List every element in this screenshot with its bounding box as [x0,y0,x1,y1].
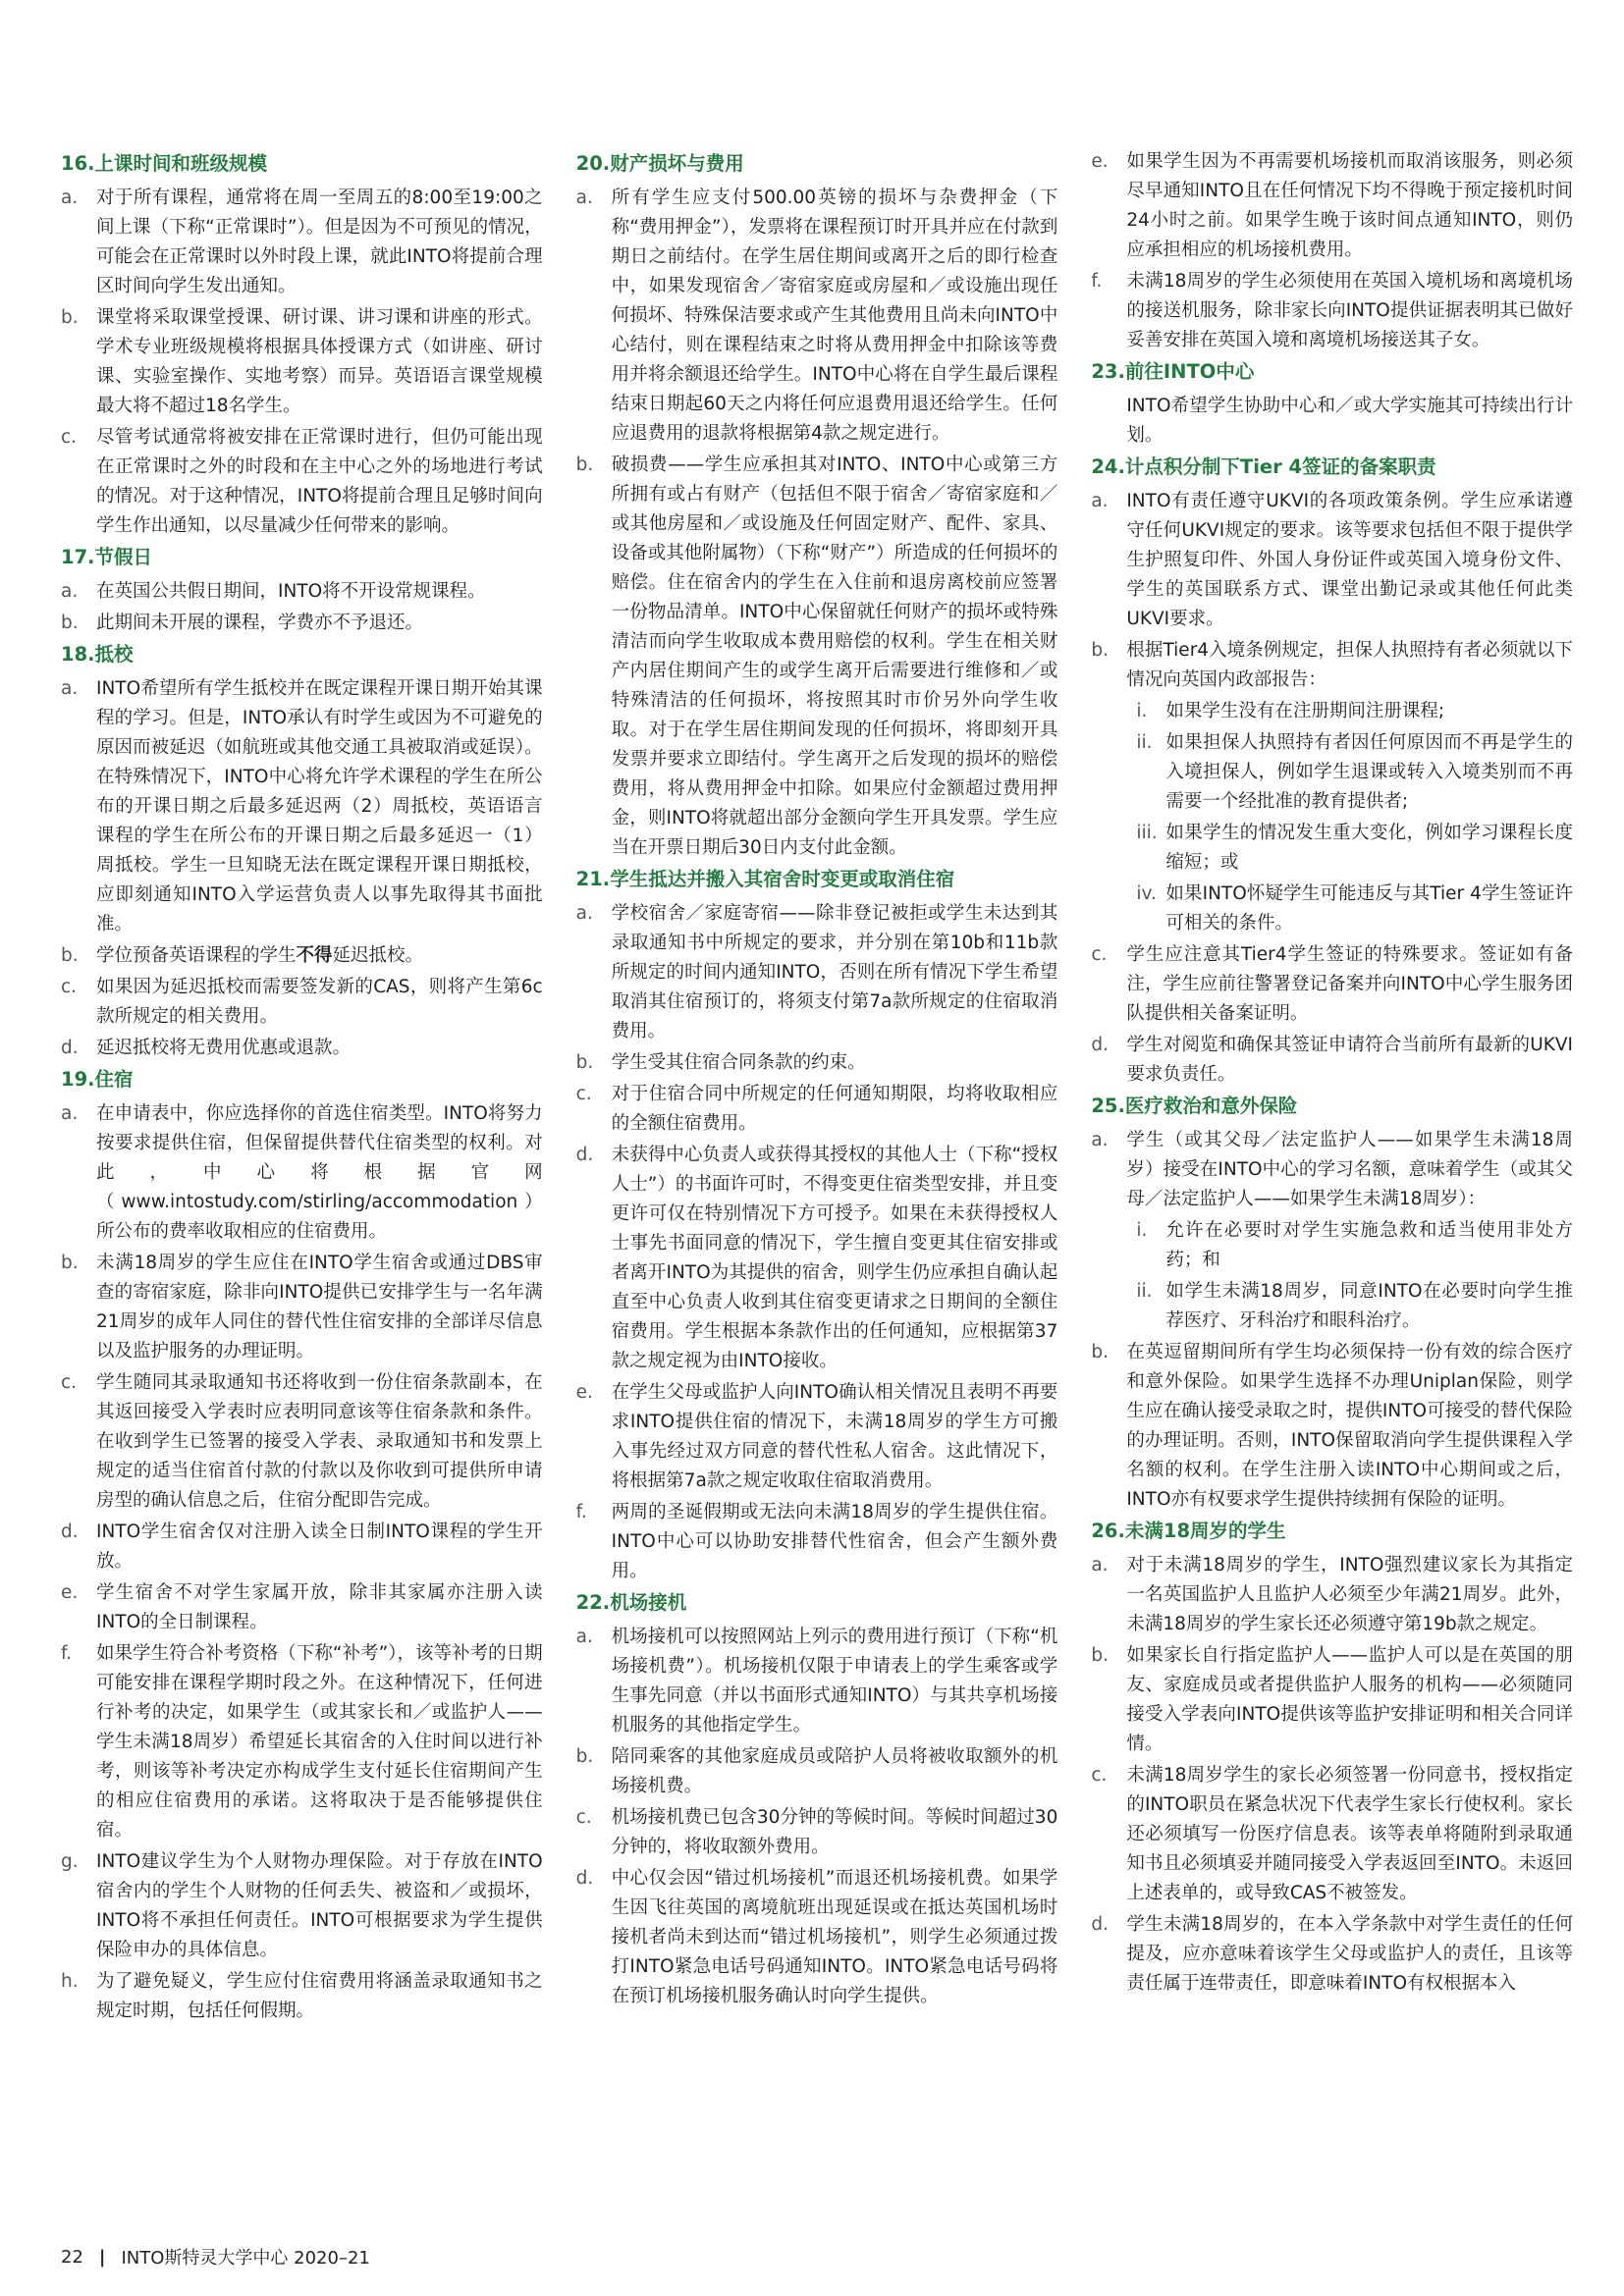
clause-text: INTO学生宿舍仅对注册入读全日制INTO课程的学生开放。 [96,1522,543,1572]
clause-item [1091,1338,1573,1515]
clause-label: a. [575,903,593,924]
clause-text: 对于所有课程，通常将在周一至周五的8:00至19:00之间上课（下称“正常课时”）。但是因为不可预见的情况，可能会在正常课时以外时段上课，就此INTO将提前合理区时间向学生发出通知。 [96,187,543,296]
clause-item [1091,1551,1573,1639]
clause-item [61,1847,543,1965]
clause-label: a. [61,1103,79,1124]
clause-label: d. [61,1038,79,1058]
clause-text: 破损费——学生应承担其对INTO、INTO中心或第三方所拥有或占有财产（包括但不限于宿舍／寄宿家庭和／或其他房屋和／或设施及任何固定财产、配件、家具、设备或其他附属物）（下称“财产”）所造成的任何损坏的赔偿。住在宿舍内的学生在入住前和退房离校前应签署一份物品清单。INTO中心保留就任何财产的损坏或特殊清洁而向学生收取成本费用赔偿的权利。学生在相关财产内居住期间产生的或学生离开后需要进行维修和／或特殊清洁的任何损坏，将按照其时市价另外向学生收取。对于在学生居住期间发现的任何损坏，将即刻开具发票并要求立即结付。学生离开之后发现的损坏的赔偿费用，将从费用押金中扣除。如果应付金额超过费用押金，则INTO将就超出部分金额向学生开具发票。学生应当在开票日期后30日内支付此金额。 [611,454,1058,858]
clause-item [1091,1761,1573,1908]
clause-text: 未满18周岁的学生必须使用在英国入境机场和离境机场的接送机服务，除非家长向INTO提供证据表明其已做好妥善安排在英国入境和离境机场接送其子女。 [1126,271,1574,350]
clause-text: 学生受其住宿合同条款的约束。 [611,1052,866,1073]
clause-text: 在申请表中，你应选择你的首选住宿类型。INTO将努力按要求提供住宿，但保留提供替代住宿类型的权利。对此，中心将根据官网（www.intostudy.com/stirling/accommodation）所公布的费率收取相应的住宿费用。 [96,1103,543,1242]
clause-text: 两周的圣诞假期或无法向未满18周岁的学生提供住宿。INTO中心可以协助安排替代性宿舍，但会产生额外费用。 [611,1502,1058,1581]
clause-item [1091,1126,1573,1214]
clause-text: 未满18周岁学生的家长必须签署一份同意书，授权指定的INTO职员在紧急状况下代表学生家长行使权利。家长还必须填写一份医疗信息表。该等表单将随附到录取通知书且必须填妥并随同接受入学表返回至INTO。未返回上述表单的，或导致CAS不被签发。 [1126,1765,1574,1903]
clause-label: b. [1091,1645,1109,1666]
section-heading: 22.机场接机 [575,1591,687,1614]
clause-label: c. [575,1084,592,1104]
clause-label: a. [1091,1130,1109,1150]
clause-text: INTO希望所有学生抵校并在既定课程开课日期开始其课程的学习。但是，INTO承认有时学生或因为不可避免的原因而被延迟（如航班或其他交通工具被取消或延误）。在特殊情况下，INTO中心将允许学术课程的学生在所公布的开课日期之后最多延迟两（2）周抵校，英语语言课程的学生在所公布的开课日期之后最多延迟一（1）周抵校。学生一旦知晓无法在既定课程开课日期抵校，应即刻通知INTO入学运营负责人以事先取得其书面批准。 [96,678,543,934]
clause-item [1091,940,1573,1029]
clause-text: 学生随同其录取通知书还将收到一份住宿条款副本，在其返回接受入学表时应表明同意该等住宿条款和条件。在收到学生已签署的接受入学表、录取通知书和发票上规定的适当住宿首付款的付款以及你收到可提供所申请房型的确认信息之后，住宿分配即告完成。 [96,1372,543,1511]
section-heading: 23.前往INTO中心 [1091,360,1255,383]
clause-label: c. [1091,1765,1108,1786]
clause-text: 学校宿舍／家庭寄宿——除非登记被拒或学生未达到其录取通知书中所规定的要求，并分别在第10b和11b款所规定的时间内通知INTO，否则在所有情况下学生希望取消其住宿预订的，将须支付第7a款所规定的住宿取消费用。 [611,903,1058,1041]
clause-item [576,1742,1058,1801]
clause-text: 如学生未满18周岁，同意INTO在必要时向学生推荐医疗、牙科治疗和眼科治疗。 [1165,1281,1574,1331]
sub-clause [1091,728,1573,817]
section-heading: 17.节假日 [61,546,153,568]
clause-label: e. [61,1582,79,1603]
page-number: 22 [61,2246,83,2268]
column-1 [61,147,543,2028]
clause-text: 学生应注意其Tier4学生签证的特殊要求。签证如有备注，学生应前往警署登记备案并向INTO中心学生服务团队提供相关备案证明。 [1126,944,1574,1024]
section-heading: 26.未满18周岁的学生 [1091,1520,1286,1542]
clause-text: 如果学生因为不再需要机场接机而取消该服务，则必须尽早通知INTO且在任何情况下均不得晚于预定接机时间24小时之前。如果学生晚于该时间点通知INTO，则仍应承担相应的机场接机费用。 [1126,151,1574,260]
clause-item [61,1639,543,1845]
clause-text: 允许在必要时对学生实施急救和适当使用非处方药；和 [1165,1220,1574,1270]
clause-label: d. [575,1868,594,1889]
clause-label: b. [61,307,79,328]
clause-item [1091,267,1573,355]
clause-item [576,1498,1058,1586]
clause-label: e. [1091,151,1109,172]
clause-item [61,303,543,421]
clause-label: c. [575,1807,592,1828]
clause-label: a. [1091,491,1109,511]
clause-label: b. [575,454,594,475]
sub-clause [1091,697,1573,726]
clause-label: f. [575,1502,587,1522]
clause-label: ii. [1136,732,1153,753]
clause-item [576,1141,1058,1376]
clause-text: 在英逗留期间所有学生均必须保持一份有效的综合医疗和意外保险。如果学生选择不办理Uniplan保险，则学生应在确认接受录取之时，提供INTO可接受的替代保险的办理证明。否则，INTO保留取消向学生提供课程入学名额的权利。在学生注册入读INTO中心期间或之后，INTO亦有权要求学生提供持续拥有保险的证明。 [1126,1342,1574,1510]
clause-text: INTO希望学生协助中心和／或大学实施其可持续出行计划。 [1126,396,1574,446]
clause-item [61,1249,543,1366]
clause-label: b. [575,1052,594,1073]
clause-label: f. [61,1643,73,1664]
clause-label: i. [1136,1220,1148,1241]
clause-label: d. [575,1145,594,1165]
clause-item [61,1578,543,1637]
clause-text: 如果学生符合补考资格（下称“补考”），该等补考的日期可能安排在课程学期时段之外。在这种情况下，任何进行补考的决定，如果学生（或其家长和／或监护人——学生未满18周岁）希望延长其宿舍的入住时间以进行补考，则该等补考决定亦构成学生支付延长住宿期间产生的相应住宿费用的承诺。这将取决于是否能够提供住宿。 [96,1643,543,1841]
clause-item [576,1864,1058,2011]
clause-text: 未满18周岁的学生应住在INTO学生宿舍或通过DBS审查的寄宿家庭，除非向INTO提供已安排学生与一名年满21周岁的成年人同住的替代性住宿安排的全部详尽信息以及监护服务的办理证明。 [96,1253,543,1362]
clause-label: b. [61,613,79,633]
clause-label: b. [61,1253,79,1273]
clause-label: d. [1091,1035,1109,1055]
clause-item [61,1967,543,2026]
clause-label: b. [1091,640,1109,661]
clause-text: 尽管考试通常将被安排在正常课时进行，但仍可能出现在正常课时之外的时段和在主中心之外的场地进行考试的情况。对于这种情况，INTO将提前合理且足够时间向学生作出通知，以尽量减少任何带来的影响。 [96,427,543,536]
clause-text: 学生（或其父母／法定监护人——如果学生未满18周岁）接受在INTO中心的学习名额，意味着学生（或其父母／法定监护人——如果学生未满18周岁）： [1126,1130,1574,1209]
clause-text: 如果学生没有在注册期间注册课程; [1165,701,1445,721]
clause-item [576,899,1058,1046]
clause-item [1091,1641,1573,1759]
clause-text: 此期间未开展的课程，学费亦不予退还。 [96,613,424,633]
clause-text: 根据Tier4入境条例规定，担保人执照持有者必须就以下情况向英国内政部报告： [1126,640,1574,690]
clause-text: 陪同乘客的其他家庭成员或陪护人员将被收取额外的机场接机费。 [611,1746,1058,1796]
column-2 [576,147,1058,2028]
clause-text: 学生未满18周岁的，在本入学条款中对学生责任的任何提及，应亦意味着该学生父母或监护人的责任，且该等责任属于连带责任，即意味着INTO有权根据本入 [1126,1914,1574,1994]
clause-item [1091,1910,1573,1999]
sub-clause [1091,819,1573,878]
clause-text: 在学生父母或监护人向INTO确认相关情况且表明不再要求INTO提供住宿的情况下，未满18周岁的学生方可搬入事先经过双方同意的替代性私人宿舍。这此情况下，将根据第7a款之规定收取住宿取消费用。 [611,1382,1058,1491]
clause-item [61,1368,543,1516]
clause-item [1091,147,1573,265]
clause-item [61,1034,543,1063]
clause-label: b. [1091,1342,1109,1362]
clause-item [61,1518,543,1576]
clause-text: 对于住宿合同中所规定的任何通知期限，均将收取相应的全额住宿费用。 [611,1084,1058,1134]
clause-item [1091,487,1573,634]
clause-label: b. [61,945,79,966]
clause-text: 中心仅会因“错过机场接机”而退还机场接机费。如果学生因飞往英国的离境航班出现延误或在抵达英国机场时接机者尚未到达而“错过机场接机”，则学生必须通过拨打INTO紧急电话号码通知INTO。INTO紧急电话号码将在预订机场接机服务确认时向学生提供。 [611,1868,1058,2006]
clause-label: ii. [1136,1281,1153,1302]
sub-clause [1091,1277,1573,1336]
clause-label: g. [61,1851,79,1872]
clause-text: INTO有责任遵守UKVI的各项政策条例。学生应承诺遵守任何UKVI规定的要求。该等要求包括但不限于提供学生护照复印件、外国人身份证件或英国入境身份文件、学生的英国联系方式、课堂出勤记录或其他任何此类UKVI要求。 [1126,491,1574,629]
clause-text: 延迟抵校将无费用优惠或退款。 [96,1038,352,1058]
clause-text: 如果INTO怀疑学生可能违反与其Tier 4学生签证许可相关的条件。 [1165,883,1574,934]
clause-label: a. [575,1627,593,1647]
clause-text: 课堂将采取课堂授课、研讨课、讲习课和讲座的形式。学术专业班级规模将根据具体授课方式（如讲座、研讨课、实验室操作、实地考察）而异。英语语言课堂规模最大将不超过18名学生。 [96,307,543,416]
clause-label: c. [61,1372,78,1393]
clause-item [61,674,543,939]
clause-item [576,451,1058,863]
clause-text: 如果担保人执照持有者因任何原因而不再是学生的入境担保人，例如学生退课或转入入境类别而不再需要一个经批准的教育提供者; [1165,732,1574,812]
sub-clause [1091,880,1573,938]
clause-label: a. [1091,1555,1109,1575]
clause-item [61,577,543,607]
clause-label: c. [61,977,78,997]
clause-label: d. [1091,1914,1109,1935]
clause-item [576,184,1058,449]
clause-item [61,941,543,971]
clause-text: 对于未满18周岁的学生，INTO强烈建议家长为其指定一名英国监护人且监护人必须至少年满21周岁。此外，未满18周岁的学生家长还必须遵守第19b款之规定。 [1126,1555,1574,1634]
clause-text: 机场接机费已包含30分钟的等候时间。等候时间超过30分钟的，将收取额外费用。 [611,1807,1058,1857]
clause-text: 学生对阅览和确保其签证申请符合当前所有最新的UKVI要求负责任。 [1126,1035,1574,1085]
clause-label: iv. [1136,883,1157,904]
clause-label: iii. [1136,823,1158,843]
clause-text: 如果因为延迟抵校而需要签发新的CAS，则将产生第6c款所规定的相关费用。 [96,977,543,1027]
clause-text: 未获得中心负责人或获得其授权的其他人士（下称“授权人士”）的书面许可时，不得变更住宿类型安排，并且变更许可仅在特别情况下方可授予。如果在未获得授权人士事先书面同意的情况下，学生擅自变更其住宿安排或者离开INTO为其提供的宿舍，则学生仍应承担自确认起直至中心负责人收到其住宿变更请求之日期间的全额住宿费用。学生根据本条款作出的任何通知，应根据第37款之规定视为由INTO接收。 [611,1145,1058,1371]
clause-item [61,609,543,638]
clause-label: c. [61,427,78,448]
clause-label: a. [61,581,79,602]
clause-item [61,423,543,541]
clause-label: a. [575,187,593,208]
clause-label: b. [575,1746,594,1767]
clause-text: INTO建议学生为个人财物办理保险。对于存放在INTO宿舍内的学生个人财物的任何丢失、被盗和／或损坏，INTO将不承担任何责任。INTO可根据要求为学生提供保险申办的具体信息。 [96,1851,543,1960]
clause-item [576,1378,1058,1496]
clause-label: a. [61,187,79,208]
clause-label: f. [1091,271,1103,292]
clause-text: 如果学生的情况发生重大变化，例如学习课程长度缩短；或 [1165,823,1574,873]
clause-item [61,184,543,301]
clause-item [576,1623,1058,1740]
clause-text: 所有学生应支付500.00英镑的损坏与杂费押金（下称“费用押金”），发票将在课程预订时开具并应在付款到期日之前结付。在学生居住期间或离开之后的即行检查中，如果发现宿舍／寄宿家庭或房屋和／或设施出现任何损坏、特殊保洁要求或产生其他费用且尚未向INTO中心结付，则在课程结束之时将从费用押金中扣除该等费用并将余额退还给学生。INTO中心将在自学生最后课程结束日期起60天之内将任何应退费用退还给学生。任何应退费用的退款将根据第4款之规定进行。 [611,187,1058,444]
document-columns [61,147,1573,2028]
clause-item [1091,1031,1573,1090]
section-heading: 24.计点积分制下Tier 4签证的备案职责 [1091,455,1436,478]
footer-title: INTO斯特灵大学中心 2020–21 [121,2248,370,2269]
footer-separator: | [98,2246,106,2268]
clause-item [576,1803,1058,1862]
clause-label: e. [575,1382,593,1403]
clause-label: i. [1136,701,1148,721]
clause-label: a. [61,678,79,699]
section-heading: 25.医疗救治和意外保险 [1091,1095,1298,1117]
clause-text: 在英国公共假日期间，INTO将不开设常规课程。 [96,581,486,602]
section-heading: 18.抵校 [61,643,134,666]
clause-label: d. [61,1522,79,1542]
sub-clause [1091,1216,1573,1275]
clause-label: c. [1091,944,1108,965]
column-3 [1091,147,1573,2028]
clause-item [576,1048,1058,1078]
clause-item [61,1099,543,1247]
clause-text: 为了避免疑义，学生应付住宿费用将涵盖录取通知书之规定时期，包括任何假期。 [96,1971,543,2021]
clause-label: h. [61,1971,79,1992]
section-heading: 20.财产损坏与费用 [575,152,744,175]
clause-text: 机场接机可以按照网站上列示的费用进行预订（下称“机场接机费”）。机场接机仅限于申请表上的学生乘客或学生事先同意（并以书面形式通知INTO）与其共享机场接机服务的其他指定学生。 [611,1627,1058,1735]
page-footer [61,2244,370,2269]
clause-item [576,1080,1058,1139]
clause-text: 学生宿舍不对学生家属开放，除非其家属亦注册入读INTO的全日制课程。 [96,1582,543,1632]
clause-item [61,973,543,1032]
clause-text: 如果家长自行指定监护人——监护人可以是在英国的朋友、家庭成员或者提供监护人服务的机构——必须随同接受入学表向INTO提供该等监护安排证明和相关合同详情。 [1126,1645,1574,1754]
section-heading: 16.上课时间和班级规模 [61,152,268,175]
clause-text: 学位预备英语课程的学生不得延迟抵校。 [96,945,424,966]
section-heading: 21.学生抵达并搬入其宿舍时变更或取消住宿 [575,868,955,890]
clause-item [1091,636,1573,695]
section-heading: 19.住宿 [61,1068,134,1091]
